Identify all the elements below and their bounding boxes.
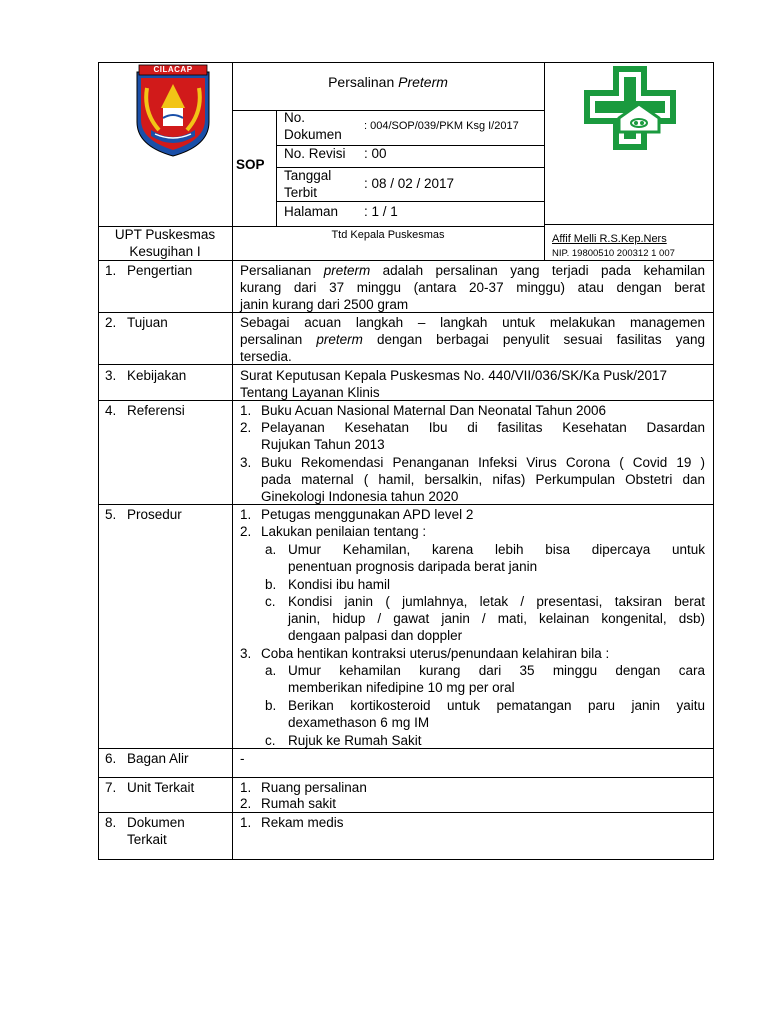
section-label-terkait: Terkait (127, 832, 167, 847)
prosedur-item: Lakukan penilaian tentang : (261, 524, 427, 539)
tujuan-line: Sebagai acuan langkah – langkah untuk melakukan managemen (240, 315, 705, 330)
prosedur-subitem: penentuan prognosis daripada berat janin (288, 559, 538, 574)
sop-label: SOP (236, 157, 265, 172)
pengertian-line: Persalianan preterm adalah persalinan yang terjadi pada kehamilan (240, 263, 705, 278)
section-number: 8. (105, 815, 117, 830)
prosedur-item: Petugas menggunakan APD level 2 (261, 507, 474, 522)
prosedur-subitem: Rujuk ke Rumah Sakit (288, 733, 422, 748)
prosedur-subitem: dexamethason 6 mg IM (288, 715, 430, 730)
sub-letter: a. (265, 663, 277, 678)
bagan-alir-value: - (240, 751, 245, 766)
section-number: 7. (105, 780, 117, 795)
org-name-line1: UPT Puskesmas (114, 227, 216, 242)
list-number: 2. (240, 420, 252, 435)
prosedur-subitem: Umur kehamilan kurang dari 35 minggu dengan cara (288, 663, 705, 678)
referensi-item: Buku Rekomendasi Penanganan Infeksi Virus Corona ( Covid 19 ) (261, 455, 705, 470)
field-label-tanggal-2: Terbit (284, 185, 318, 200)
puskesmas-cross-logo (583, 66, 677, 150)
section-label-pengertian: Pengertian (127, 263, 193, 278)
field-value-tanggal: : 08 / 02 / 2017 (364, 176, 455, 191)
section-label-unit-terkait: Unit Terkait (127, 780, 195, 795)
section-label-bagan-alir: Bagan Alir (127, 751, 189, 766)
cilacap-crest-logo (133, 64, 213, 158)
list-number: 1. (240, 403, 252, 418)
prosedur-subitem: Kondisi ibu hamil (288, 577, 391, 592)
pengertian-line: kurang dari 37 minggu (antara 20-37 minggu) atau dengan berat (240, 280, 705, 295)
section-label-referensi: Referensi (127, 403, 185, 418)
unit-terkait-item: Ruang persalinan (261, 780, 367, 795)
kebijakan-line: Tentang Layanan Klinis (240, 385, 380, 400)
prosedur-subitem: Berikan kortikosteroid untuk pematangan paru janin yaitu (288, 698, 705, 713)
tujuan-line: persalinan preterm dengan berbagai penyulit sesuai fasilitas yang (240, 332, 705, 347)
list-number: 3. (240, 455, 252, 470)
list-number: 1. (240, 815, 252, 830)
field-label-tanggal-1: Tanggal (284, 168, 332, 183)
signature-caption: Ttd Kepala Puskesmas (331, 229, 445, 241)
prosedur-subitem: dengaan palpasi dan doppler (288, 628, 463, 643)
field-label-halaman: Halaman (284, 204, 339, 219)
list-number: 1. (240, 780, 252, 795)
referensi-item: Ginekologi Indonesia tahun 2020 (261, 489, 459, 504)
kebijakan-line: Surat Keputusan Kepala Puskesmas No. 440/VII/036/SK/Ka Pusk/2017 (240, 368, 668, 383)
sub-letter: b. (265, 577, 277, 592)
unit-terkait-item: Rumah sakit (261, 796, 337, 811)
dokumen-terkait-item: Rekam medis (261, 815, 344, 830)
list-number: 2. (240, 524, 252, 539)
section-label-tujuan: Tujuan (127, 315, 168, 330)
referensi-item: pada maternal ( hamil, bersalkin, nifas) Perkumpulan Obstetri dan (261, 472, 705, 487)
prosedur-subitem: memberikan nifedipine 10 mg per oral (288, 680, 515, 695)
section-number: 2. (105, 315, 117, 330)
field-label-no-revisi: No. Revisi (284, 146, 346, 161)
signer-name: Affif Melli R.S.Kep.Ners (552, 233, 667, 245)
field-value-no-revisi: : 00 (364, 146, 387, 161)
document-title: Persalinan Preterm (328, 74, 448, 90)
prosedur-item: Coba hentikan kontraksi uterus/penundaan kelahiran bila : (261, 646, 610, 661)
signer-nip: NIP. 19800510 200312 1 007 (552, 248, 675, 259)
sub-letter: b. (265, 698, 277, 713)
prosedur-subitem: janin, hidup / gawat janin / mati, kelainan kongenital, dsb) (288, 611, 705, 626)
sub-letter: c. (265, 594, 276, 609)
referensi-item: Buku Acuan Nasional Maternal Dan Neonatal Tahun 2006 (261, 403, 606, 418)
referensi-item: Pelayanan Kesehatan Ibu di fasilitas Kesehatan Dasardan (261, 420, 705, 435)
prosedur-subitem: Kondisi janin ( jumlahnya, letak / presentasi, taksiran berat (288, 594, 705, 609)
section-label-prosedur: Prosedur (127, 507, 182, 522)
section-number: 4. (105, 403, 117, 418)
section-number: 1. (105, 263, 117, 278)
logo-text: CILACAP (153, 65, 193, 74)
section-number: 6. (105, 751, 117, 766)
pengertian-line: janin kurang dari 2500 gram (240, 297, 409, 312)
list-number: 1. (240, 507, 252, 522)
field-label-no-dokumen-2: Dokumen (284, 127, 342, 142)
tujuan-line: tersedia. (240, 349, 292, 364)
list-number: 2. (240, 796, 252, 811)
prosedur-subitem: Umur Kehamilan, karena lebih bisa dipercaya untuk (288, 542, 705, 557)
org-name-line2: Kesugihan I (129, 244, 201, 259)
section-number: 3. (105, 368, 117, 383)
section-label-dokumen: Dokumen (127, 815, 185, 830)
list-number: 3. (240, 646, 252, 661)
field-label-no-dokumen-1: No. (284, 110, 306, 125)
field-value-halaman: : 1 / 1 (364, 204, 398, 219)
sub-letter: c. (265, 733, 276, 748)
referensi-item: Rujukan Tahun 2013 (261, 437, 385, 452)
sub-letter: a. (265, 542, 277, 557)
field-value-no-dokumen: : 004/SOP/039/PKM Ksg I/2017 (364, 120, 519, 132)
section-label-kebijakan: Kebijakan (127, 368, 187, 383)
section-number: 5. (105, 507, 117, 522)
